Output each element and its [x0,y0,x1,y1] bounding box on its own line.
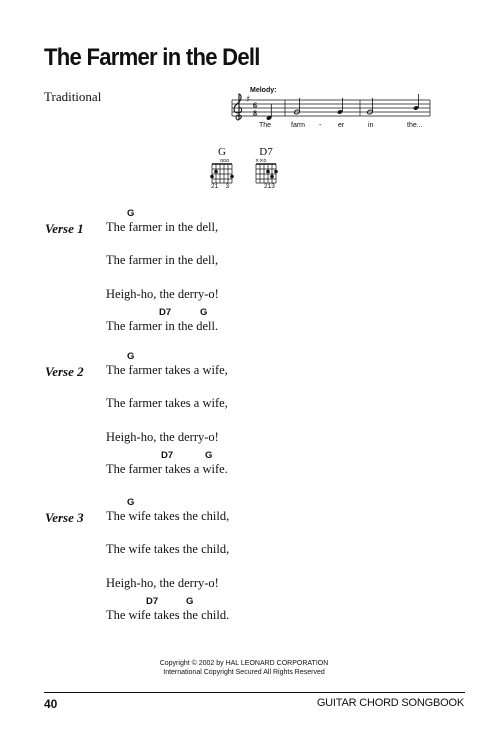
melody-staff [222,86,434,136]
chord-diagram-name: G [218,146,226,158]
svg-text:8: 8 [253,109,257,118]
chord-symbol: G [127,351,135,362]
lyric-line: The farmer takes a wife, [106,396,228,410]
lyric-line: Heigh-ho, the derry-o! [106,430,219,444]
copyright-notice [0,659,500,677]
lyric-line: The farmer in the dell, [106,253,219,267]
melody-lyric: The [259,122,272,129]
melody-lyric: er [338,122,345,129]
chord-symbol: G [200,307,208,318]
lyric-line: Heigh-ho, the derry-o! [106,576,219,590]
book-title: GUITAR CHORD SONGBOOK [316,697,464,709]
chord-symbol: G [205,450,213,461]
lyric-line: The wife takes the child, [106,509,230,523]
svg-text:♯: ♯ [246,95,251,105]
copyright-line: International Copyright Secured All Rights Reserved [163,669,325,676]
page-number: 40 [44,697,58,711]
melody-label: Melody: [250,87,277,94]
chord-symbol: G [186,596,194,607]
chord-symbol: D7 [146,596,159,607]
lyric-line: The farmer in the dell, [106,220,219,234]
lyric-line: The farmer takes a wife. [106,462,228,476]
open-muted-strings: ××o [255,158,267,164]
lyric-line: The farmer in the dell. [106,319,219,333]
verse-label: Verse 3 [45,510,84,525]
melody-lyric: farm [291,122,305,129]
lyric-line: The wife takes the child. [106,608,230,622]
footer-divider [44,692,465,693]
fretboard-grid [254,158,284,184]
song-title: The Farmer in the Dell [44,44,260,71]
copyright-line: Copyright © 2002 by HAL LEONARD CORPORATION [159,660,329,667]
chord-symbol: D7 [159,307,172,318]
chord-fingering: 21 3 [211,183,230,190]
verse-label: Verse 2 [45,364,84,379]
svg-text:6: 6 [253,101,257,110]
lyric-line: The farmer takes a wife, [106,363,228,377]
chord-diagram-name: D7 [259,146,273,158]
open-strings: ooo [220,158,230,164]
chord-symbol: G [127,497,135,508]
composer: Traditional [44,89,102,104]
verse-label: Verse 1 [45,221,84,236]
fretboard-grid [210,158,240,184]
chord-fingering: 213 [255,183,275,190]
lyric-line: Heigh-ho, the derry-o! [106,287,219,301]
lyric-line: The wife takes the child, [106,542,230,556]
melody-lyric: - [319,122,322,129]
melody-lyric: in [368,122,374,129]
chord-symbol: G [127,208,135,219]
melody-lyric: the... [407,122,423,129]
chord-symbol: D7 [161,450,174,461]
